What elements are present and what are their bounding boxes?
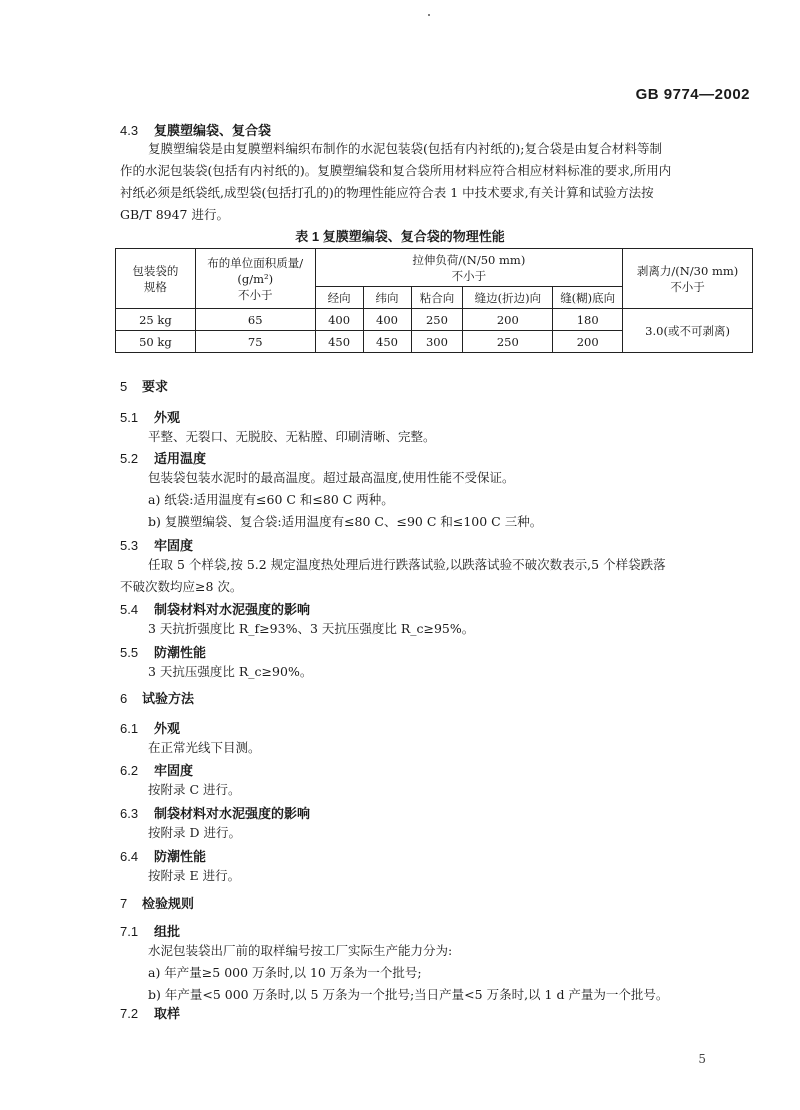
- section-6-3: 6.3 制袋材料对水泥强度的影响 按附录 D 进行。: [120, 806, 311, 840]
- table-row: 25 kg 65 400 400 250 200 180 3.0(或不可剥离): [116, 309, 753, 331]
- header-peel: 剥离力/(N/30 mm) 不小于: [623, 249, 753, 309]
- paragraph-line: 衬纸必须是纸袋纸,成型袋(包括打孔的)的物理性能应符合表 1 中技术要求,有关计算和试验方法按: [120, 185, 654, 200]
- section-4-3-body: [120, 138, 760, 226]
- subheader-seam-edge: 缝边(折边)向: [463, 287, 553, 309]
- paragraph-line: 作的水泥包装袋(包括有内衬纸的)。复膜塑编袋和复合袋所用材料应符合相应材料标准的要求,所用内: [120, 163, 672, 178]
- section-5-2: 5.2 适用温度 包装袋包装水泥时的最高温度。超过最高温度,使用性能不受保证。 a) 纸袋:适用温度有≤60 C 和≤80 C 两种。 b) 复膜塑编袋、复合袋:适用温度有≤80 C、≤90 C 和≤100 C 三种。: [120, 451, 543, 529]
- table-caption: 表 1 复膜塑编袋、复合袋的物理性能: [295, 229, 505, 244]
- section-5-3: 5.3 牢固度 任取 5 个样袋,按 5.2 规定温度热处理后进行跌落试验,以跌落试验不破次数表示,5 个样袋跌落 不破次数均应≥8 次。: [120, 538, 666, 594]
- peel-value: 3.0(或不可剥离): [623, 309, 753, 353]
- section-5-1: 5.1 外观 平整、无裂口、无脱胶、无粘膛、印刷清晰、完整。: [120, 410, 436, 444]
- section-5-4: 5.4 制袋材料对水泥强度的影响 3 天抗折强度比 R_f≥93%、3 天抗压强度比 R_c≥95%。: [120, 602, 475, 636]
- paragraph-line: GB/T 8947 进行。: [120, 207, 229, 222]
- page-number: 5: [698, 1052, 706, 1066]
- subheader-warp: 经向: [315, 287, 363, 309]
- section-6-2: 6.2 牢固度 按附录 C 进行。: [120, 763, 241, 797]
- standard-number: GB 9774—2002: [635, 86, 750, 103]
- subheader-bond: 粘合向: [411, 287, 463, 309]
- table-row: 50 kg 75 450 450 300 250 200: [116, 331, 753, 353]
- subheader-seam-bottom: 缝(糊)底向: [553, 287, 623, 309]
- scan-speck: [428, 14, 430, 16]
- section-6-1: 6.1 外观 在正常光线下目测。: [120, 721, 261, 755]
- section-5: 5 要求: [120, 379, 169, 394]
- header-spec: 包装袋的 规格: [116, 249, 196, 309]
- section-5-5: 5.5 防潮性能 3 天抗压强度比 R_c≥90%。: [120, 645, 313, 679]
- subheader-weft: 纬向: [363, 287, 411, 309]
- header-mass: 布的单位面积质量/ (g/m²) 不小于: [195, 249, 315, 309]
- paragraph-line: 复膜塑编袋是由复膜塑料编织布制作的水泥包装袋(包括有内衬纸的);复合袋是由复合材料等制: [148, 141, 662, 156]
- section-7-1: 7.1 组批 水泥包装袋出厂前的取样编号按工厂实际生产能力分为: a) 年产量≥5 000 万条时,以 10 万条为一个批号; b) 年产量<5 000 万条时,以 5 万条为一个批号;当日产量<5 万条时,以 1 d 产量为一个批号。: [120, 924, 669, 1002]
- physical-properties-table: [115, 248, 753, 353]
- section-6: 6 试验方法: [120, 691, 195, 706]
- section-7-2: 7.2 取样: [120, 1006, 181, 1021]
- section-7: 7 检验规则: [120, 896, 195, 911]
- section-6-4: 6.4 防潮性能 按附录 E 进行。: [120, 849, 241, 883]
- section-4-3: [120, 120, 760, 139]
- section-heading: 4.3 复膜塑编袋、复合袋: [120, 123, 272, 138]
- header-tensile: 拉伸负荷/(N/50 mm) 不小于: [315, 249, 623, 287]
